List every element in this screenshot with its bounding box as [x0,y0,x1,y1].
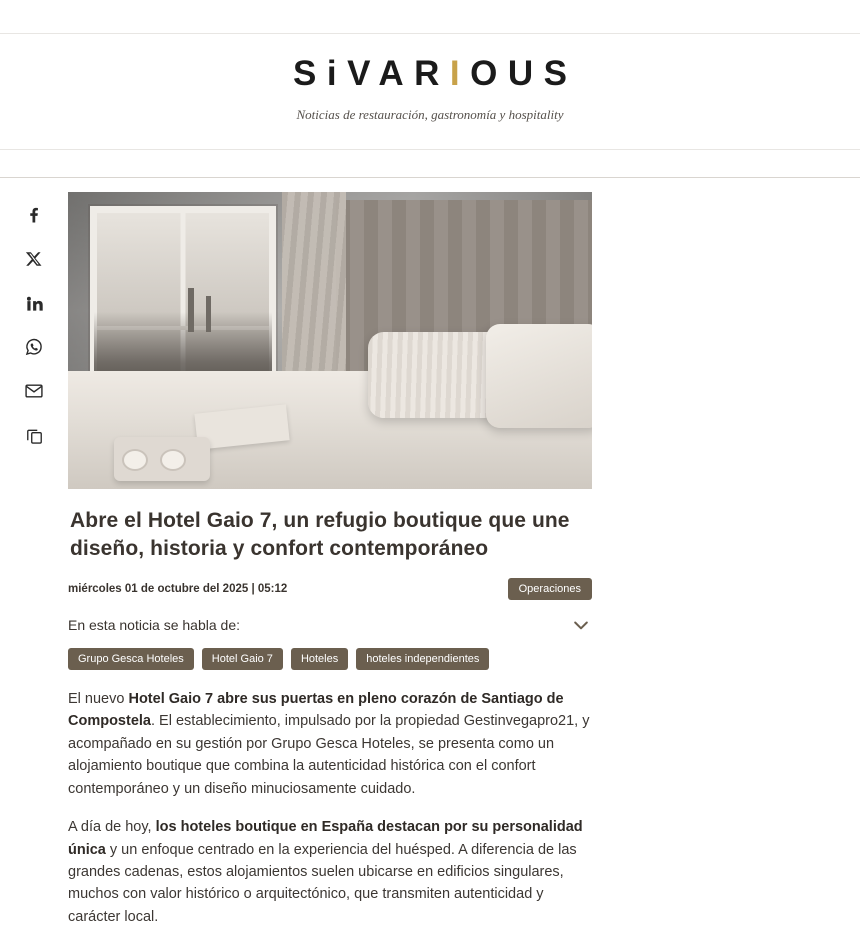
top-bar [0,0,860,34]
paragraph-highlight: Hotel Gaio 7 abre sus puertas en pleno corazón de Santiago de Compostela [68,690,564,730]
article-paragraph [68,816,592,928]
topic-tags [68,648,592,670]
site-header [0,34,860,150]
logo-letter-2: i [326,54,348,93]
page-body [0,178,860,944]
logo-letter-1: S [292,54,327,93]
sidebar-column [592,192,860,944]
article-meta [68,578,592,600]
article [68,192,592,944]
topics-label: En esta noticia se habla de: [68,616,241,633]
category-badge[interactable]: Operaciones [508,578,592,600]
logo-letter-8: U [507,54,544,93]
logo-letter-9: S [543,54,578,93]
page-title: Abre el Hotel Gaio 7, un refugio boutique que une diseño, historia y confort contemporáneo [70,509,570,561]
article-hero-image [68,192,592,489]
secondary-bar [0,150,860,178]
paragraph-lead: A día de hoy, [68,819,156,836]
topics-header [68,614,592,636]
article-paragraph [68,688,592,800]
logo-letter-6: I [449,54,471,93]
tag-item[interactable]: Hoteles [291,648,348,670]
paragraph-lead: El nuevo [68,690,129,707]
facebook-icon[interactable] [19,200,49,230]
logo-letter-3: V [347,54,379,93]
share-rail [0,192,68,944]
paragraph-rest: . El establecimiento, impulsado por la propiedad Gestinvegapro21, y acompañado en su gestión por Grupo Gesca Hoteles, se presenta como un alojamiento boutique que combina la autenticidad histórica con el confort contemporáneo y un diseño minuciosamente cuidado. [68,713,590,797]
x-twitter-icon[interactable] [19,244,49,274]
article-body [68,688,592,929]
site-tagline: Noticias de restauración, gastronomía y hospitality [296,107,564,122]
linkedin-icon[interactable] [19,288,49,318]
paragraph-rest: y un enfoque centrado en la experiencia del huésped. A diferencia de las grandes cadenas, estos alojamientos suelen ubicarse en edificios singulares, muchos con valor histórico o arquitectónico, que transmiten autenticidad y carácter local. [68,841,577,925]
whatsapp-icon[interactable] [19,332,49,362]
logo-letter-7: O [470,54,508,93]
paragraph-highlight: los hoteles boutique en España destacan por su personalidad única [68,819,583,858]
site-logo[interactable] [0,56,860,91]
logo-letter-5: R [414,54,450,93]
chevron-down-icon[interactable] [570,614,592,636]
tag-item[interactable]: Grupo Gesca Hoteles [68,648,194,670]
logo-letter-4: A [378,54,415,93]
email-icon[interactable] [19,376,49,406]
publish-date: miércoles 01 de octubre del 2025 | 05:12 [68,582,288,595]
tag-item[interactable]: hoteles independientes [356,648,489,670]
copy-link-icon[interactable] [19,420,49,450]
tag-item[interactable]: Hotel Gaio 7 [202,648,283,670]
